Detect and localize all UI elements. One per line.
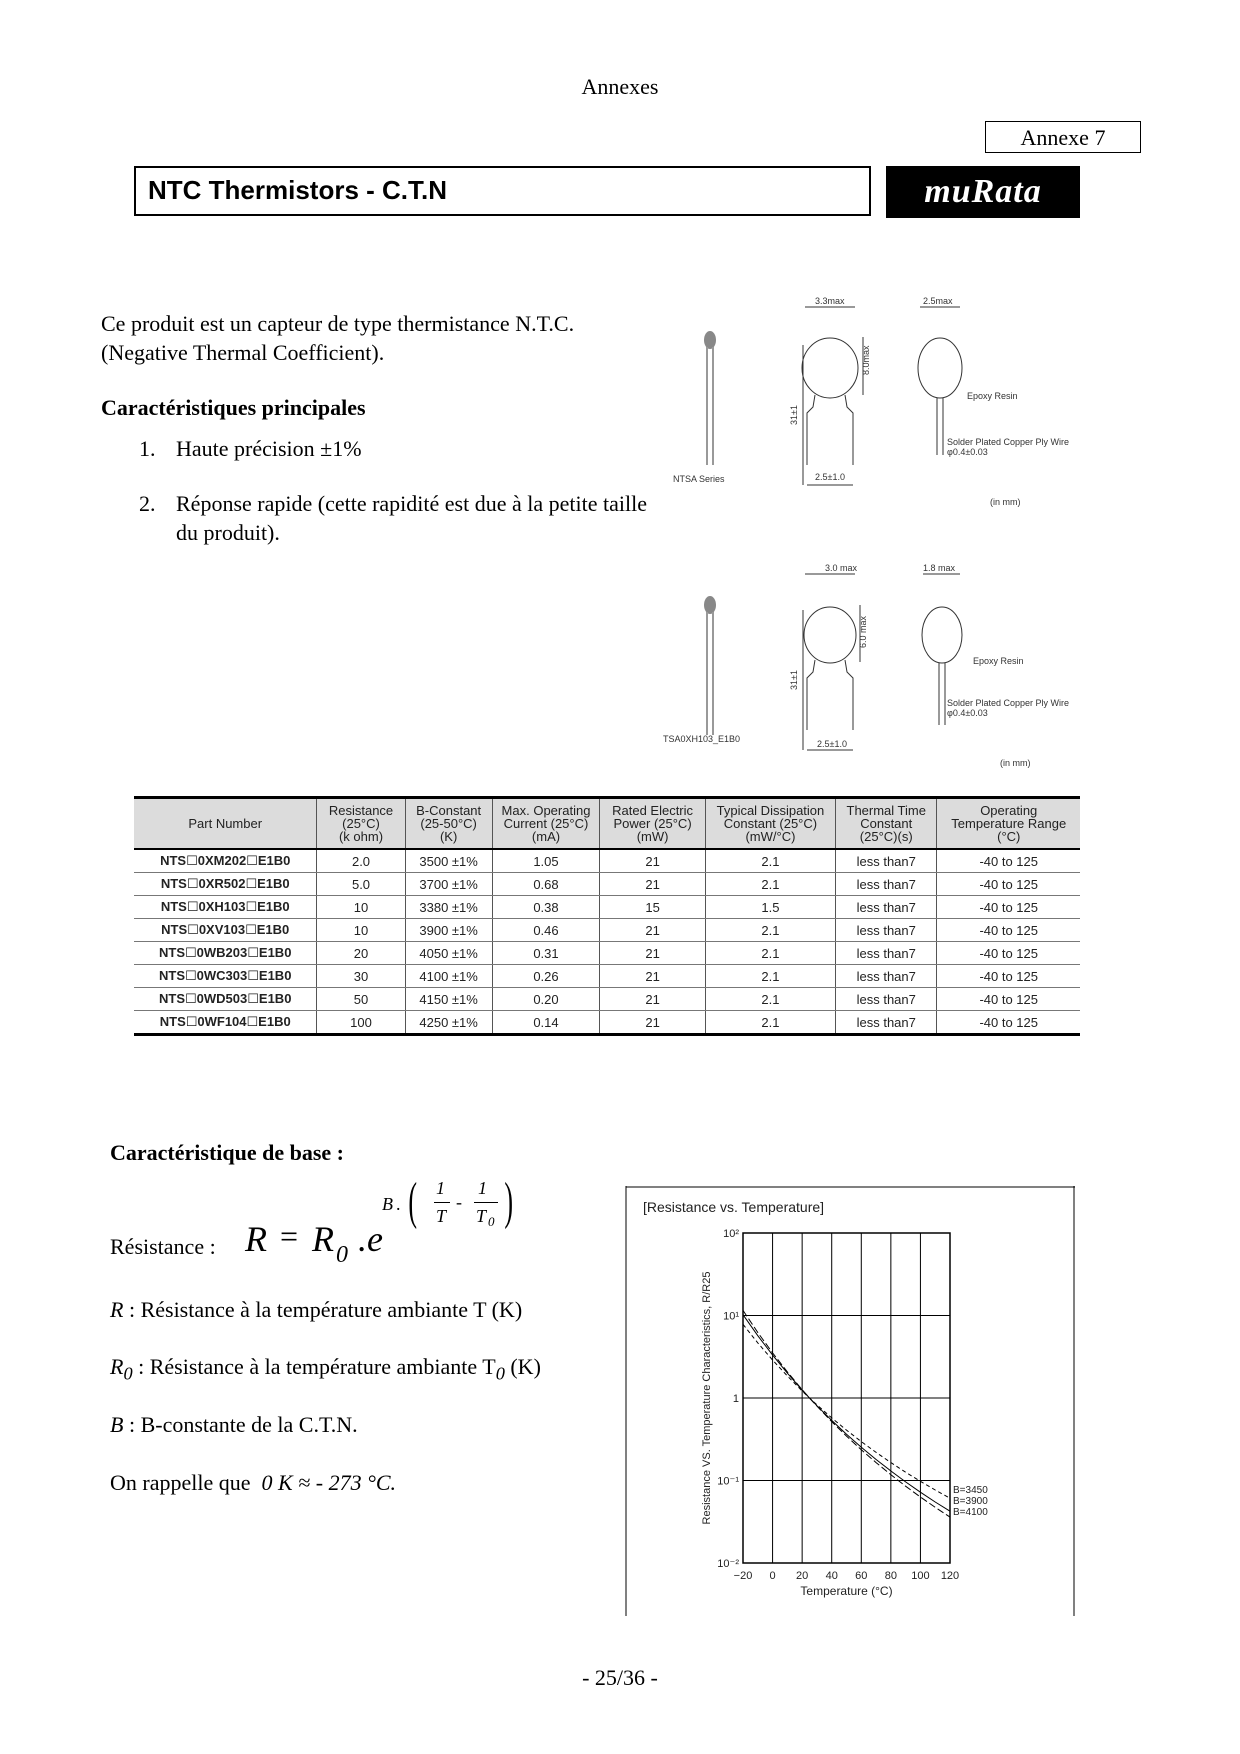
table-cell: 3700 ±1% (405, 873, 492, 896)
series-line (743, 1324, 950, 1498)
formula-r0-sub: 0 (336, 1242, 348, 1268)
table-header-line: Resistance (328, 803, 394, 818)
table-cell: 21 (600, 873, 706, 896)
table-header-line: Constant (860, 816, 913, 831)
y-tick-label: 10¹ (723, 1310, 739, 1323)
formula-t0: T (476, 1206, 487, 1226)
table-cell: 0.38 (492, 896, 600, 919)
formula-equals: = (280, 1218, 299, 1254)
table-header-row (134, 798, 1080, 850)
wire-diameter: φ0.4±0.03 (947, 708, 988, 718)
table-header-line: Max. Operating (501, 803, 591, 818)
pitch-label: 2.5±1.0 (815, 472, 845, 482)
definition-r0-unit: (K) (504, 1354, 541, 1379)
list-item-number: 2. (139, 491, 156, 516)
formula-dot: . (396, 1194, 401, 1214)
part-number-cell: NTS☐0XV103☐E1B0 (134, 919, 317, 942)
dim-top-right: 1.8 max (923, 563, 956, 573)
table-header-line: Part Number (188, 816, 263, 831)
series-line (743, 1315, 950, 1512)
part-number-cell: NTS☐0XH103☐E1B0 (134, 896, 317, 919)
table-cell: 3380 ±1% (405, 896, 492, 919)
fraction-bar (434, 1202, 450, 1203)
definition-b-text: : B-constante de la C.T.N. (123, 1412, 358, 1437)
reminder-value: 0 K ≈ - 273 °C. (261, 1470, 397, 1495)
table-cell: 30 (317, 965, 405, 988)
table-cell: 21 (600, 942, 706, 965)
table-cell: less than7 (836, 1011, 937, 1035)
dim-length: 31±1 (789, 670, 799, 690)
legend-entry: B=3450 (953, 1485, 988, 1496)
x-tick-label: 60 (855, 1570, 868, 1582)
formula-r0: R (312, 1219, 334, 1259)
table-row (134, 942, 1080, 965)
formula-one: 1 (436, 1178, 445, 1198)
table-cell: 21 (600, 849, 706, 873)
page-number: - 25/36 - (582, 1665, 658, 1690)
table-row (134, 919, 1080, 942)
table-header-line: Typical Dissipation (716, 803, 825, 818)
table-header-cell (600, 798, 706, 850)
part-number-cell: NTS☐0WB203☐E1B0 (134, 942, 317, 965)
series-line (743, 1310, 950, 1517)
table-header-line: (K) (439, 829, 458, 844)
table-header-cell (937, 798, 1080, 850)
formula-paren-right: ) (504, 1173, 513, 1230)
reminder (110, 1470, 396, 1496)
intro-text: Ce produit est un capteur de type thermistance N.T.C. (Negative Thermal Coefficient). (101, 311, 575, 365)
table-header-line: Rated Electric (612, 803, 694, 818)
part-number-cell: NTS☐0WD503☐E1B0 (134, 988, 317, 1011)
table-cell: -40 to 125 (937, 1011, 1080, 1035)
table-row (134, 873, 1080, 896)
formula-t0-sub: 0 (488, 1214, 495, 1229)
table-cell: 0.68 (492, 873, 600, 896)
table-cell: -40 to 125 (937, 942, 1080, 965)
table-cell: 4100 ±1% (405, 965, 492, 988)
table-header-line: B-Constant (416, 803, 482, 818)
formula-r: R (245, 1219, 267, 1259)
dim-top-right: 2.5max (923, 296, 953, 306)
table-row (134, 988, 1080, 1011)
table-header-cell (317, 798, 405, 850)
x-tick-label: 80 (884, 1570, 897, 1582)
legend-entry: B=3900 (953, 1496, 988, 1507)
table-cell: 1.05 (492, 849, 600, 873)
wire-diameter: φ0.4±0.03 (947, 447, 988, 457)
banner-title: NTC Thermistors - C.T.N (134, 166, 871, 216)
thermistor-drawing-tsa (655, 560, 1085, 775)
table-header-cell (836, 798, 937, 850)
dim-top-left: 3.3max (815, 296, 845, 306)
table-cell: less than7 (836, 988, 937, 1011)
table-cell: -40 to 125 (937, 873, 1080, 896)
symbol-r0-sub: 0 (123, 1363, 133, 1384)
table-header-line: Operating (980, 803, 1038, 818)
table-header-cell (405, 798, 492, 850)
annex-label: Annexe 7 (985, 121, 1141, 153)
x-axis-label: Temperature (°C) (800, 1584, 893, 1598)
table-cell: less than7 (836, 849, 937, 873)
chart-title: [Resistance vs. Temperature] (643, 1199, 825, 1215)
x-tick-label: 20 (796, 1570, 809, 1582)
base-characteristic-title: Caractéristique de base : (110, 1140, 345, 1165)
spec-table (134, 796, 1080, 1036)
table-cell: -40 to 125 (937, 896, 1080, 919)
table-header-line: (25°C)(s) (859, 829, 913, 844)
table-cell: 1.5 (705, 896, 835, 919)
formula-label: Résistance : (110, 1234, 216, 1259)
unit-label: (in mm) (990, 497, 1021, 507)
x-tick-label: 40 (825, 1570, 838, 1582)
dim-top-left: 3.0 max (825, 563, 858, 573)
legend-entry: B=4100 (953, 1507, 988, 1518)
part-number-cell: NTS☐0XR502☐E1B0 (134, 873, 317, 896)
table-cell: 2.1 (705, 873, 835, 896)
table-cell: 21 (600, 1011, 706, 1035)
table-cell: 3900 ±1% (405, 919, 492, 942)
table-header-line: Thermal Time (846, 803, 926, 818)
formula-b: B (382, 1194, 393, 1214)
symbol-b: B (110, 1412, 124, 1437)
table-cell: 3500 ±1% (405, 849, 492, 873)
table-cell: 2.1 (705, 965, 835, 988)
list-item-text: Réponse rapide (cette rapidité est due à la petite taille du produit). (176, 491, 647, 545)
table-cell: 4050 ±1% (405, 942, 492, 965)
formula-minus: - (456, 1192, 462, 1212)
resistance-formula (110, 1172, 530, 1272)
y-tick-label: 1 (732, 1393, 739, 1405)
x-tick-label: 0 (769, 1570, 776, 1582)
part-number-cell: NTS☐0WC303☐E1B0 (134, 965, 317, 988)
thermistor-photo-icon (704, 596, 716, 735)
chart-svg (625, 1186, 1075, 1616)
definition-r (110, 1297, 522, 1323)
table-cell: 50 (317, 988, 405, 1011)
table-cell: less than7 (836, 942, 937, 965)
table-cell: 2.1 (705, 942, 835, 965)
table-cell: 4150 ±1% (405, 988, 492, 1011)
murata-logo: muRata (886, 166, 1080, 218)
table-cell: 0.46 (492, 919, 600, 942)
table-header-line: (°C) (997, 829, 1021, 844)
table-cell: 2.0 (317, 849, 405, 873)
part-number-cell: NTS☐0XM202☐E1B0 (134, 849, 317, 873)
table-header-line: (25-50°C) (420, 816, 477, 831)
table-header-cell (705, 798, 835, 850)
pitch-label: 2.5±1.0 (817, 739, 847, 749)
table-row (134, 896, 1080, 919)
table-cell: 4250 ±1% (405, 1011, 492, 1035)
x-tick-label: 120 (940, 1570, 960, 1582)
y-tick-label: 10⁻¹ (717, 1475, 739, 1488)
table-header-line: (k ohm) (338, 829, 384, 844)
table-cell: 100 (317, 1011, 405, 1035)
wire-label: Solder Plated Copper Ply Wire (947, 698, 1070, 708)
table-cell: -40 to 125 (937, 849, 1080, 873)
table-header-line: (mW) (636, 829, 669, 844)
fraction-bar (474, 1202, 498, 1203)
table-cell: 0.31 (492, 942, 600, 965)
definition-r0 (110, 1354, 541, 1384)
part-number-cell: NTS☐0WF104☐E1B0 (134, 1011, 317, 1035)
table-cell: 21 (600, 919, 706, 942)
table-cell: 15 (600, 896, 706, 919)
table-cell: -40 to 125 (937, 919, 1080, 942)
table-cell: 21 (600, 988, 706, 1011)
x-tick-label: 100 (911, 1570, 930, 1582)
symbol-t0-sub: 0 (495, 1363, 505, 1384)
table-header-line: Power (25°C) (613, 816, 692, 831)
y-tick-label: 10⁻² (717, 1558, 739, 1570)
definition-r0-text: : Résistance à la température ambiante T (132, 1354, 496, 1379)
table-row (134, 849, 1080, 873)
formula-t: T (436, 1206, 447, 1226)
resistance-temperature-chart (625, 1186, 1075, 1616)
unit-label: (in mm) (1000, 758, 1031, 768)
table-header-line: (25°C) (342, 816, 380, 831)
thermistor-photo-icon (704, 331, 716, 465)
table-cell: 10 (317, 896, 405, 919)
table-cell: 20 (317, 942, 405, 965)
definition-b (110, 1412, 358, 1438)
table-header-line: (mA) (531, 829, 561, 844)
table-header-line: Constant (25°C) (723, 816, 818, 831)
list-item-number: 1. (139, 436, 156, 461)
table-cell: 2.1 (705, 988, 835, 1011)
list-item-text: Haute précision ±1% (176, 436, 362, 461)
table-header-cell (492, 798, 600, 850)
formula-one: 1 (478, 1178, 487, 1198)
page-header-title: Annexes (581, 74, 659, 99)
drawing-series-label: NTSA Series (673, 474, 725, 484)
x-tick-label: −20 (733, 1570, 753, 1582)
table-header-line: Temperature Range (951, 816, 1067, 831)
table-cell: -40 to 125 (937, 965, 1080, 988)
y-axis-label: Resistance VS. Temperature Characteristics, R/R25 (701, 1271, 713, 1525)
table-cell: 2.1 (705, 849, 835, 873)
dim-length: 31±1 (789, 405, 799, 425)
table-cell: -40 to 125 (937, 988, 1080, 1011)
table-cell: 2.1 (705, 1011, 835, 1035)
drawing-series-label: TSA0XH103_E1B0 (663, 734, 741, 744)
section-title-main-characteristics: Caractéristiques principales (101, 395, 366, 420)
table-cell: less than7 (836, 919, 937, 942)
y-tick-label: 10² (723, 1228, 739, 1240)
table-header-cell (134, 798, 317, 850)
symbol-r: R (110, 1297, 124, 1322)
table-cell: 0.20 (492, 988, 600, 1011)
table-cell: less than7 (836, 965, 937, 988)
table-row (134, 1011, 1080, 1035)
table-cell: 2.1 (705, 919, 835, 942)
wire-label: Solder Plated Copper Ply Wire (947, 437, 1070, 447)
formula-paren-left: ( (408, 1173, 417, 1230)
reminder-text: On rappelle que (110, 1470, 251, 1495)
table-cell: 0.26 (492, 965, 600, 988)
epoxy-label: Epoxy Resin (973, 656, 1024, 666)
dim-height: 8.0max (861, 345, 871, 375)
table-cell: less than7 (836, 873, 937, 896)
definition-r-text: : Résistance à la température ambiante T (K) (123, 1297, 523, 1322)
epoxy-label: Epoxy Resin (967, 391, 1018, 401)
table-cell: less than7 (836, 896, 937, 919)
thermistor-drawing-ntsa (665, 295, 1085, 510)
table-cell: 5.0 (317, 873, 405, 896)
dim-height: 6.0 max (858, 615, 868, 648)
formula-exp: .e (358, 1219, 383, 1259)
table-cell: 10 (317, 919, 405, 942)
table-cell: 0.14 (492, 1011, 600, 1035)
table-cell: 21 (600, 965, 706, 988)
table-header-line: Current (25°C) (503, 816, 589, 831)
table-row (134, 965, 1080, 988)
symbol-r0: R (110, 1354, 124, 1379)
table-header-line: (mW/°C) (745, 829, 796, 844)
